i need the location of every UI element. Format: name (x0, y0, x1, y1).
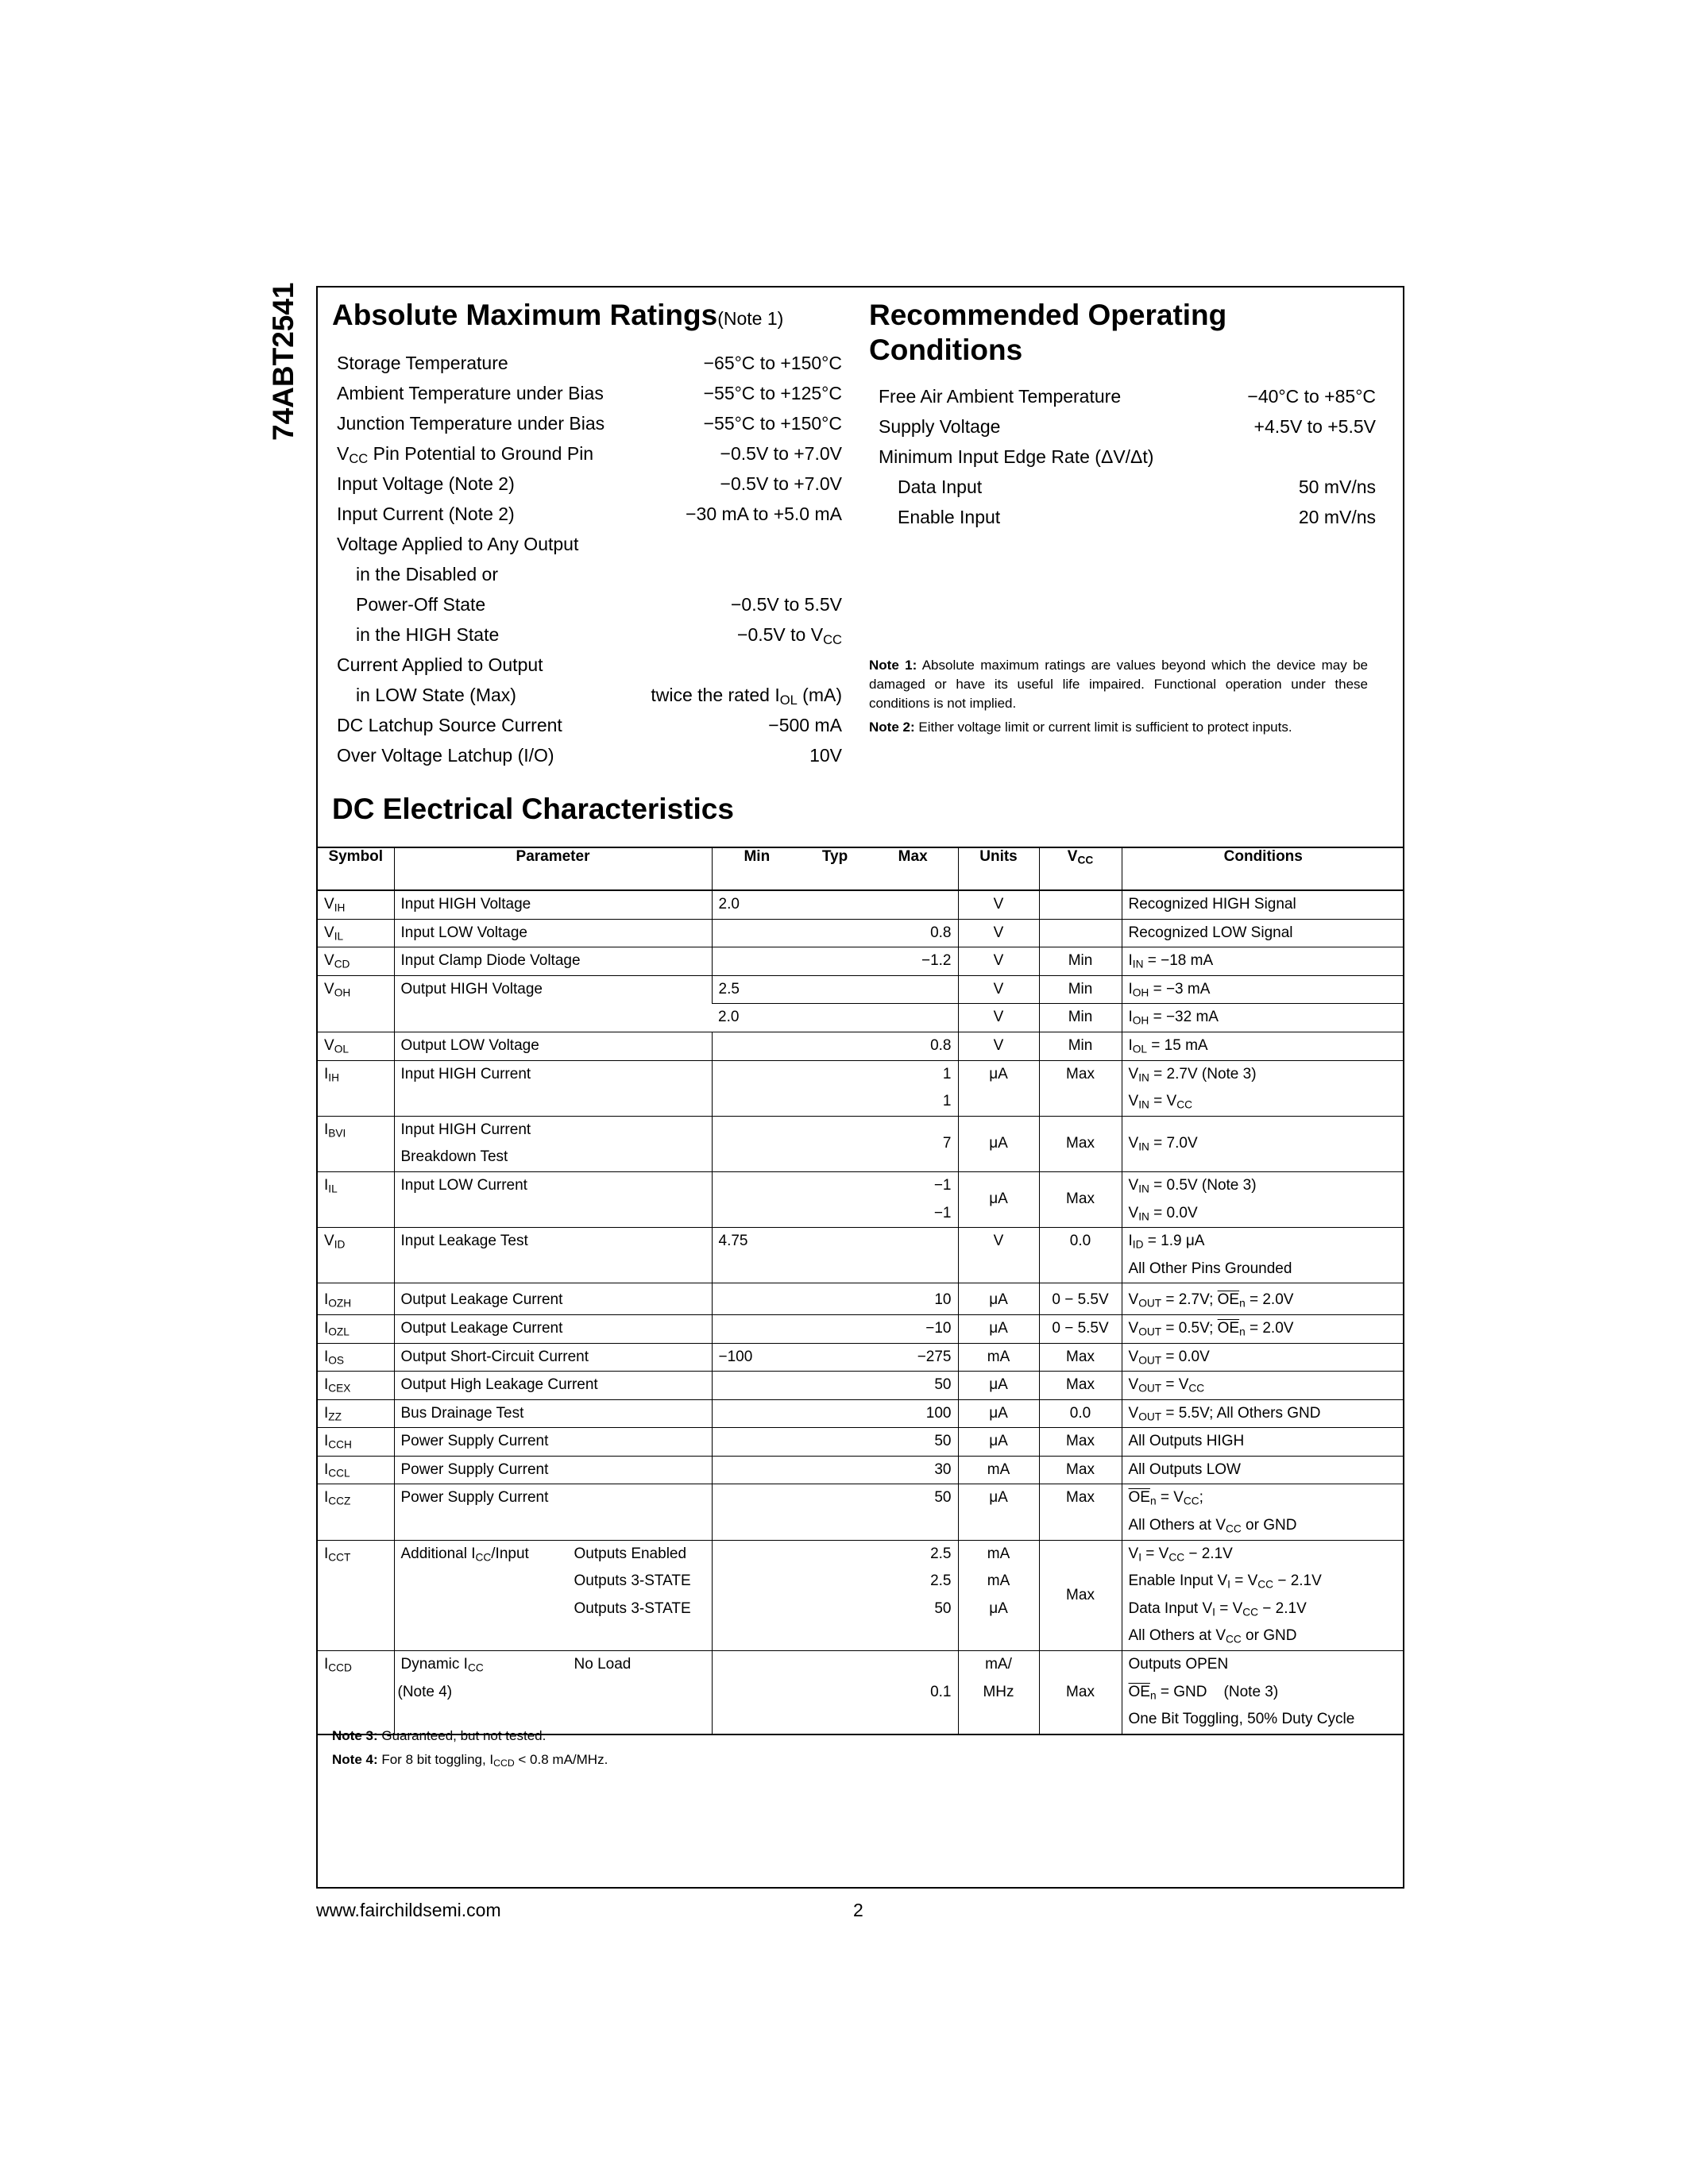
row-limits (712, 1456, 958, 1484)
rec-row (879, 474, 1376, 500)
unit-line: MHz (983, 1683, 1014, 1700)
abs-row-label: DC Latchup Source Current (337, 715, 562, 735)
rec-row-value: 20 mV/ns (1298, 507, 1376, 527)
row-limits (712, 975, 958, 1004)
abs-row (337, 411, 842, 436)
row-max: −1 (933, 1176, 952, 1194)
row-limits (712, 919, 958, 947)
table-row (318, 1372, 1404, 1400)
unit-line: mA/ (985, 1656, 1012, 1673)
table-row (318, 1428, 1404, 1457)
abs-row-label: Current Applied to Output (337, 654, 543, 675)
row-parameter: Power Supply Current (394, 1428, 712, 1457)
row-conditions: $V_{OUT} = 0.5V$; $\overline{OE}_n = 2.0V$ (1122, 1314, 1404, 1343)
rec-row-label: Data Input (898, 477, 983, 497)
unit-line: mA (987, 1545, 1010, 1562)
header-conditions: Conditions (1122, 847, 1404, 890)
icct-sub-3state: Outputs 3-STATE (574, 1572, 691, 1590)
row-limits (712, 1540, 958, 1650)
table-row (318, 947, 1404, 976)
row-symbol: $I_{CCZ}$ (318, 1484, 394, 1540)
header-parameter: Parameter (394, 847, 712, 890)
abs-row-value: −65°C to +150°C (703, 353, 842, 373)
abs-row (337, 501, 842, 527)
footer-url[interactable]: www.fairchildsemi.com (316, 1900, 501, 1920)
row-conditions: $V_{OUT} = 5.5V$; All Others GND (1122, 1399, 1404, 1428)
rec-row (879, 414, 1376, 439)
note-1-label: Note 1: (869, 658, 917, 673)
rec-op-notes (869, 656, 1368, 737)
param-line: (Note 4) (397, 1683, 453, 1700)
table-row (318, 1343, 1404, 1372)
row-max: 50 (934, 1599, 952, 1617)
table-row (318, 1032, 1404, 1060)
abs-row-value: −0.5V to $V_{CC}$ (737, 624, 842, 648)
row-max: 2.5 (930, 1572, 952, 1590)
row-max: 50 (934, 1433, 952, 1450)
row-conditions: $I_{OH} = -3$ mA (1122, 975, 1404, 1004)
abs-row-value: −0.5V to +7.0V (720, 443, 842, 464)
row-units (958, 1651, 1039, 1734)
row-limits (712, 1314, 958, 1343)
row-vcc (1039, 919, 1122, 947)
abs-row (337, 561, 842, 587)
unit-line: μA (989, 1599, 1008, 1617)
abs-row (337, 471, 842, 496)
abs-max-heading (332, 298, 783, 336)
row-conditions: $V_{IN} = 7.0V$ (1122, 1116, 1404, 1171)
row-units: μA (958, 1484, 1039, 1540)
note-4-label: Note 4: (332, 1752, 378, 1767)
rec-op-title-line1: Recommended Operating (869, 299, 1227, 331)
row-parameter: Power Supply Current (394, 1456, 712, 1484)
icct-sub-enabled: Outputs Enabled (574, 1545, 687, 1562)
row-parameter: Input HIGH Voltage (394, 890, 712, 919)
row-conditions: $\overline{OE}_n = V_{CC}$; All Others at $V_{CC}$ or GND (1122, 1484, 1404, 1540)
row-vcc: Max (1039, 1372, 1122, 1400)
unit-line: mA (987, 1572, 1010, 1590)
abs-max-note-ref: (Note 1) (717, 308, 784, 329)
row-symbol: $I_{CEX}$ (318, 1372, 394, 1400)
abs-row-label: Input Voltage (Note 2) (337, 473, 515, 494)
row-units: mA (958, 1456, 1039, 1484)
row-conditions: All Outputs LOW (1122, 1456, 1404, 1484)
rec-row-value: +4.5V to +5.5V (1253, 416, 1376, 437)
page-number: 2 (853, 1900, 863, 1920)
abs-row-label: $V_{CC}$ Pin Potential to Ground Pin (337, 443, 594, 467)
note-3-text: Guaranteed, but not tested. (381, 1728, 547, 1743)
table-row (318, 1171, 1404, 1227)
row-units: μA (958, 1171, 1039, 1227)
rec-row (879, 504, 1376, 530)
abs-row-value: twice the rated $I_{OL}$ (mA) (651, 685, 842, 708)
abs-row-value: −0.5V to +7.0V (720, 473, 842, 494)
row-max: 2.5 (930, 1545, 952, 1562)
row-vcc: Min (1039, 1004, 1122, 1032)
rec-row-label: Free Air Ambient Temperature (879, 386, 1122, 407)
table-row (318, 1314, 1404, 1343)
row-limits (712, 1171, 958, 1227)
row-max: 100 (925, 1404, 952, 1422)
row-conditions: Recognized HIGH Signal (1122, 890, 1404, 919)
param-line: Breakdown Test (400, 1148, 508, 1166)
row-min: 2.5 (718, 980, 740, 997)
row-units: V (958, 919, 1039, 947)
row-conditions: $I_{IN} = -18$ mA (1122, 947, 1404, 976)
row-parameter: Output High Leakage Current (394, 1372, 712, 1400)
table-row (318, 1399, 1404, 1428)
row-min: 4.75 (718, 1233, 748, 1250)
row-limits (712, 1372, 958, 1400)
note-2-text: Either voltage limit or current limit is sufficient to protect inputs. (918, 720, 1292, 735)
row-vcc: Max (1039, 1428, 1122, 1457)
row-units: μA (958, 1399, 1039, 1428)
row-limits (712, 1283, 958, 1315)
header-max: Max (898, 848, 928, 865)
header-min: Min (744, 848, 771, 865)
abs-max-title: Absolute Maximum Ratings (332, 299, 718, 331)
row-parameter: Bus Drainage Test (394, 1399, 712, 1428)
row-units: μA (958, 1116, 1039, 1171)
row-symbol: $I_{ZZ}$ (318, 1399, 394, 1428)
row-max: −1 (933, 1204, 952, 1221)
row-conditions: $V_{OUT} = 0.0V$ (1122, 1343, 1404, 1372)
abs-row (337, 652, 842, 677)
row-limits (712, 1228, 958, 1283)
rec-op-heading (869, 298, 1226, 368)
row-units: V (958, 947, 1039, 976)
row-vcc (1039, 890, 1122, 919)
table-row (318, 1116, 1404, 1171)
row-parameter (394, 1116, 712, 1171)
row-units: μA (958, 1314, 1039, 1343)
row-min: 2.0 (718, 1009, 740, 1026)
row-units: V (958, 1228, 1039, 1283)
row-conditions: Recognized LOW Signal (1122, 919, 1404, 947)
row-units: μA (958, 1428, 1039, 1457)
row-max: 50 (934, 1376, 952, 1394)
row-units: μA (958, 1372, 1039, 1400)
note-1 (869, 656, 1368, 713)
row-max: 1 (942, 1065, 952, 1082)
row-max: −1.2 (921, 952, 952, 970)
abs-row-value: −55°C to +150°C (703, 413, 842, 434)
icct-sub-3state: Outputs 3-STATE (574, 1599, 691, 1617)
row-limits (712, 1032, 958, 1060)
row-conditions: $I_{ID} = 1.9$ μA All Other Pins Grounded (1122, 1228, 1404, 1283)
row-units: V (958, 1032, 1039, 1060)
row-max: −10 (925, 1319, 952, 1337)
row-conditions: $I_{OL} = 15$ mA (1122, 1032, 1404, 1060)
row-vcc: Max (1039, 1540, 1122, 1650)
row-parameter: Input HIGH Current (394, 1060, 712, 1116)
rec-row (879, 384, 1376, 409)
row-limits (712, 1399, 958, 1428)
row-conditions: Outputs OPEN $\overline{OE}_n$ = GND (Note 3) One Bit Toggling, 50% Duty Cycle (1122, 1651, 1404, 1734)
note-3 (332, 1728, 546, 1744)
row-max: −275 (917, 1348, 952, 1365)
header-min-typ-max (712, 847, 958, 890)
row-units (958, 1540, 1039, 1650)
row-limits (712, 1116, 958, 1171)
row-units: V (958, 975, 1039, 1004)
table-row (318, 975, 1404, 1004)
abs-row-value: −0.5V to 5.5V (730, 594, 842, 615)
row-symbol: $V_{IL}$ (318, 919, 394, 947)
row-parameter: Output Leakage Current (394, 1283, 712, 1315)
abs-row-label: Ambient Temperature under Bias (337, 383, 604, 403)
note-1-text: Absolute maximum ratings are values beyond which the device may be damaged or have its useful life impaired. Functional operation under these conditions is not implied. (869, 658, 1368, 711)
row-vcc: Max (1039, 1651, 1122, 1734)
table-row (318, 1651, 1404, 1734)
row-vcc: Max (1039, 1343, 1122, 1372)
part-number-side-title: 74ABT2541 (267, 282, 299, 441)
row-conditions: All Outputs HIGH (1122, 1428, 1404, 1457)
row-vcc: 0 − 5.5V (1039, 1283, 1122, 1315)
cond-line: One Bit Toggling, 50% Duty Cycle (1128, 1711, 1355, 1728)
rec-row-value: −40°C to +85°C (1247, 386, 1376, 407)
row-conditions: $V_{IN} = 2.7V$ (Note 3) $V_{IN} = V_{CC}$ (1122, 1060, 1404, 1116)
header-typ: Typ (821, 848, 848, 865)
row-conditions: $V_{OUT} = V_{CC}$ (1122, 1372, 1404, 1400)
note-3-label: Note 3: (332, 1728, 378, 1743)
rec-row-label: Supply Voltage (879, 416, 1001, 437)
abs-row-value: 10V (809, 745, 842, 766)
row-vcc: Min (1039, 947, 1122, 976)
row-symbol: $I_{IH}$ (318, 1060, 394, 1116)
row-symbol: $I_{BVI}$ (318, 1116, 394, 1171)
note-4: Note 4: For 8 bit toggling, $I_{CCD} < 0.8$ mA/MHz. (332, 1752, 608, 1769)
row-vcc: Max (1039, 1171, 1122, 1227)
abs-row-label: Junction Temperature under Bias (337, 413, 605, 434)
row-parameter: Additional $I_{CC}$/Input Outputs Enabled Outputs 3-STATE Outputs 3-STATE (394, 1540, 712, 1650)
abs-row (337, 682, 842, 708)
table-row (318, 919, 1404, 947)
iccd-sub-noload: No Load (574, 1656, 632, 1673)
row-vcc: Max (1039, 1116, 1122, 1171)
row-symbol: $I_{OZH}$ (318, 1283, 394, 1315)
row-max: 0.8 (930, 924, 952, 941)
header-vcc: $V_{CC}$ (1039, 847, 1122, 890)
rec-row (879, 444, 1376, 469)
note-2 (869, 718, 1368, 737)
row-min: −100 (718, 1348, 753, 1365)
row-parameter: Power Supply Current (394, 1484, 712, 1540)
row-symbol: $I_{CCT}$ (318, 1540, 394, 1650)
table-row (318, 1283, 1404, 1315)
row-limits (712, 1343, 958, 1372)
abs-row-label: Over Voltage Latchup (I/O) (337, 745, 554, 766)
abs-row (337, 592, 842, 617)
row-symbol: $I_{IL}$ (318, 1171, 394, 1227)
row-symbol: $V_{CD}$ (318, 947, 394, 976)
row-vcc: 0 − 5.5V (1039, 1314, 1122, 1343)
row-vcc: Min (1039, 975, 1122, 1004)
table-row (318, 1484, 1404, 1540)
row-vcc: 0.0 (1039, 1228, 1122, 1283)
row-parameter: Output LOW Voltage (394, 1032, 712, 1060)
row-symbol: $I_{OZL}$ (318, 1314, 394, 1343)
row-symbol: $V_{IH}$ (318, 890, 394, 919)
row-vcc: Max (1039, 1060, 1122, 1116)
header-symbol: Symbol (318, 847, 394, 890)
abs-row-value: −500 mA (768, 715, 842, 735)
row-limits (712, 947, 958, 976)
abs-row-label: in the HIGH State (356, 624, 500, 645)
table-row (318, 1060, 1404, 1116)
abs-row-label: in LOW State (Max) (356, 685, 516, 705)
row-limits (712, 1004, 958, 1032)
row-parameter: Output Leakage Current (394, 1314, 712, 1343)
table-row (318, 1540, 1404, 1650)
abs-row (337, 712, 842, 738)
row-units: μA (958, 1283, 1039, 1315)
row-symbol: $I_{CCH}$ (318, 1428, 394, 1457)
row-vcc: Max (1039, 1484, 1122, 1540)
row-limits (712, 1060, 958, 1116)
table-header-row (318, 847, 1404, 890)
note-2-label: Note 2: (869, 720, 915, 735)
row-parameter: Dynamic $I_{CC}$ (Note 4) No Load (394, 1651, 712, 1734)
rec-row-value: 50 mV/ns (1298, 477, 1376, 497)
row-limits (712, 1651, 958, 1734)
row-symbol: $I_{CCL}$ (318, 1456, 394, 1484)
row-parameter: Input Leakage Test (394, 1228, 712, 1283)
dc-title: DC Electrical Characteristics (332, 793, 734, 825)
row-conditions: $I_{OH} = -32$ mA (1122, 1004, 1404, 1032)
rec-row-label: Minimum Input Edge Rate (ΔV/Δt) (879, 446, 1154, 467)
row-units: V (958, 890, 1039, 919)
row-max: 10 (934, 1291, 952, 1309)
abs-row-value: −55°C to +125°C (703, 383, 842, 403)
row-max: 0.8 (930, 1036, 952, 1054)
abs-row-label: in the Disabled or (356, 564, 498, 585)
row-max: 1 (942, 1093, 952, 1110)
row-symbol: $V_{OL}$ (318, 1032, 394, 1060)
row-limits (712, 1428, 958, 1457)
row-parameter: Input Clamp Diode Voltage (394, 947, 712, 976)
abs-row (337, 380, 842, 406)
row-conditions: $V_{IN} = 0.5V$ (Note 3) $V_{IN} = 0.0V$ (1122, 1171, 1404, 1227)
row-symbol: $V_{OH}$ (318, 975, 394, 1032)
row-max: 7 (942, 1135, 952, 1152)
row-units: V (958, 1004, 1039, 1032)
row-units: mA (958, 1343, 1039, 1372)
row-symbol: $I_{OS}$ (318, 1343, 394, 1372)
row-limits (712, 1484, 958, 1540)
row-vcc: Max (1039, 1456, 1122, 1484)
abs-row-label: Input Current (Note 2) (337, 504, 515, 524)
row-symbol: $V_{ID}$ (318, 1228, 394, 1283)
abs-row-value: −30 mA to +5.0 mA (686, 504, 842, 524)
abs-row (337, 531, 842, 557)
abs-row (337, 350, 842, 376)
abs-row-label: Storage Temperature (337, 353, 508, 373)
row-parameter: Output HIGH Voltage (394, 975, 712, 1032)
cond-line: All Other Pins Grounded (1128, 1260, 1292, 1277)
row-parameter: Input LOW Voltage (394, 919, 712, 947)
rec-op-title-line2: Conditions (869, 334, 1023, 366)
dc-characteristics-table (318, 847, 1404, 1735)
row-conditions: $V_I = V_{CC} - 2.1V$ Enable Input $V_I = V_{CC} - 2.1V$ Data Input $V_I = V_{CC} - 2.1V$ All Others at $V_{CC}$ or GND (1122, 1540, 1404, 1650)
row-min: 2.0 (718, 896, 740, 913)
rec-row-label: Enable Input (898, 507, 1001, 527)
cond-line: Outputs OPEN (1128, 1656, 1229, 1673)
abs-row-label: Voltage Applied to Any Output (337, 534, 579, 554)
table-row (318, 1228, 1404, 1283)
row-conditions: $V_{OUT} = 2.7V$; $\overline{OE}_n = 2.0V$ (1122, 1283, 1404, 1315)
row-max: 30 (934, 1461, 952, 1478)
table-row (318, 890, 1404, 919)
row-parameter: Input LOW Current (394, 1171, 712, 1227)
header-units: Units (958, 847, 1039, 890)
row-max: 0.1 (930, 1683, 952, 1700)
row-parameter: Output Short-Circuit Current (394, 1343, 712, 1372)
abs-row (337, 743, 842, 768)
param-line: Input HIGH Current (400, 1121, 531, 1138)
row-units: μA (958, 1060, 1039, 1116)
row-max: 50 (934, 1489, 952, 1507)
table-row (318, 1456, 1404, 1484)
abs-row (337, 441, 842, 466)
row-limits (712, 890, 958, 919)
row-symbol: $I_{CCD}$ (318, 1651, 394, 1734)
row-vcc: Min (1039, 1032, 1122, 1060)
abs-row (337, 622, 842, 647)
abs-row-label: Power-Off State (356, 594, 486, 615)
row-vcc: 0.0 (1039, 1399, 1122, 1428)
